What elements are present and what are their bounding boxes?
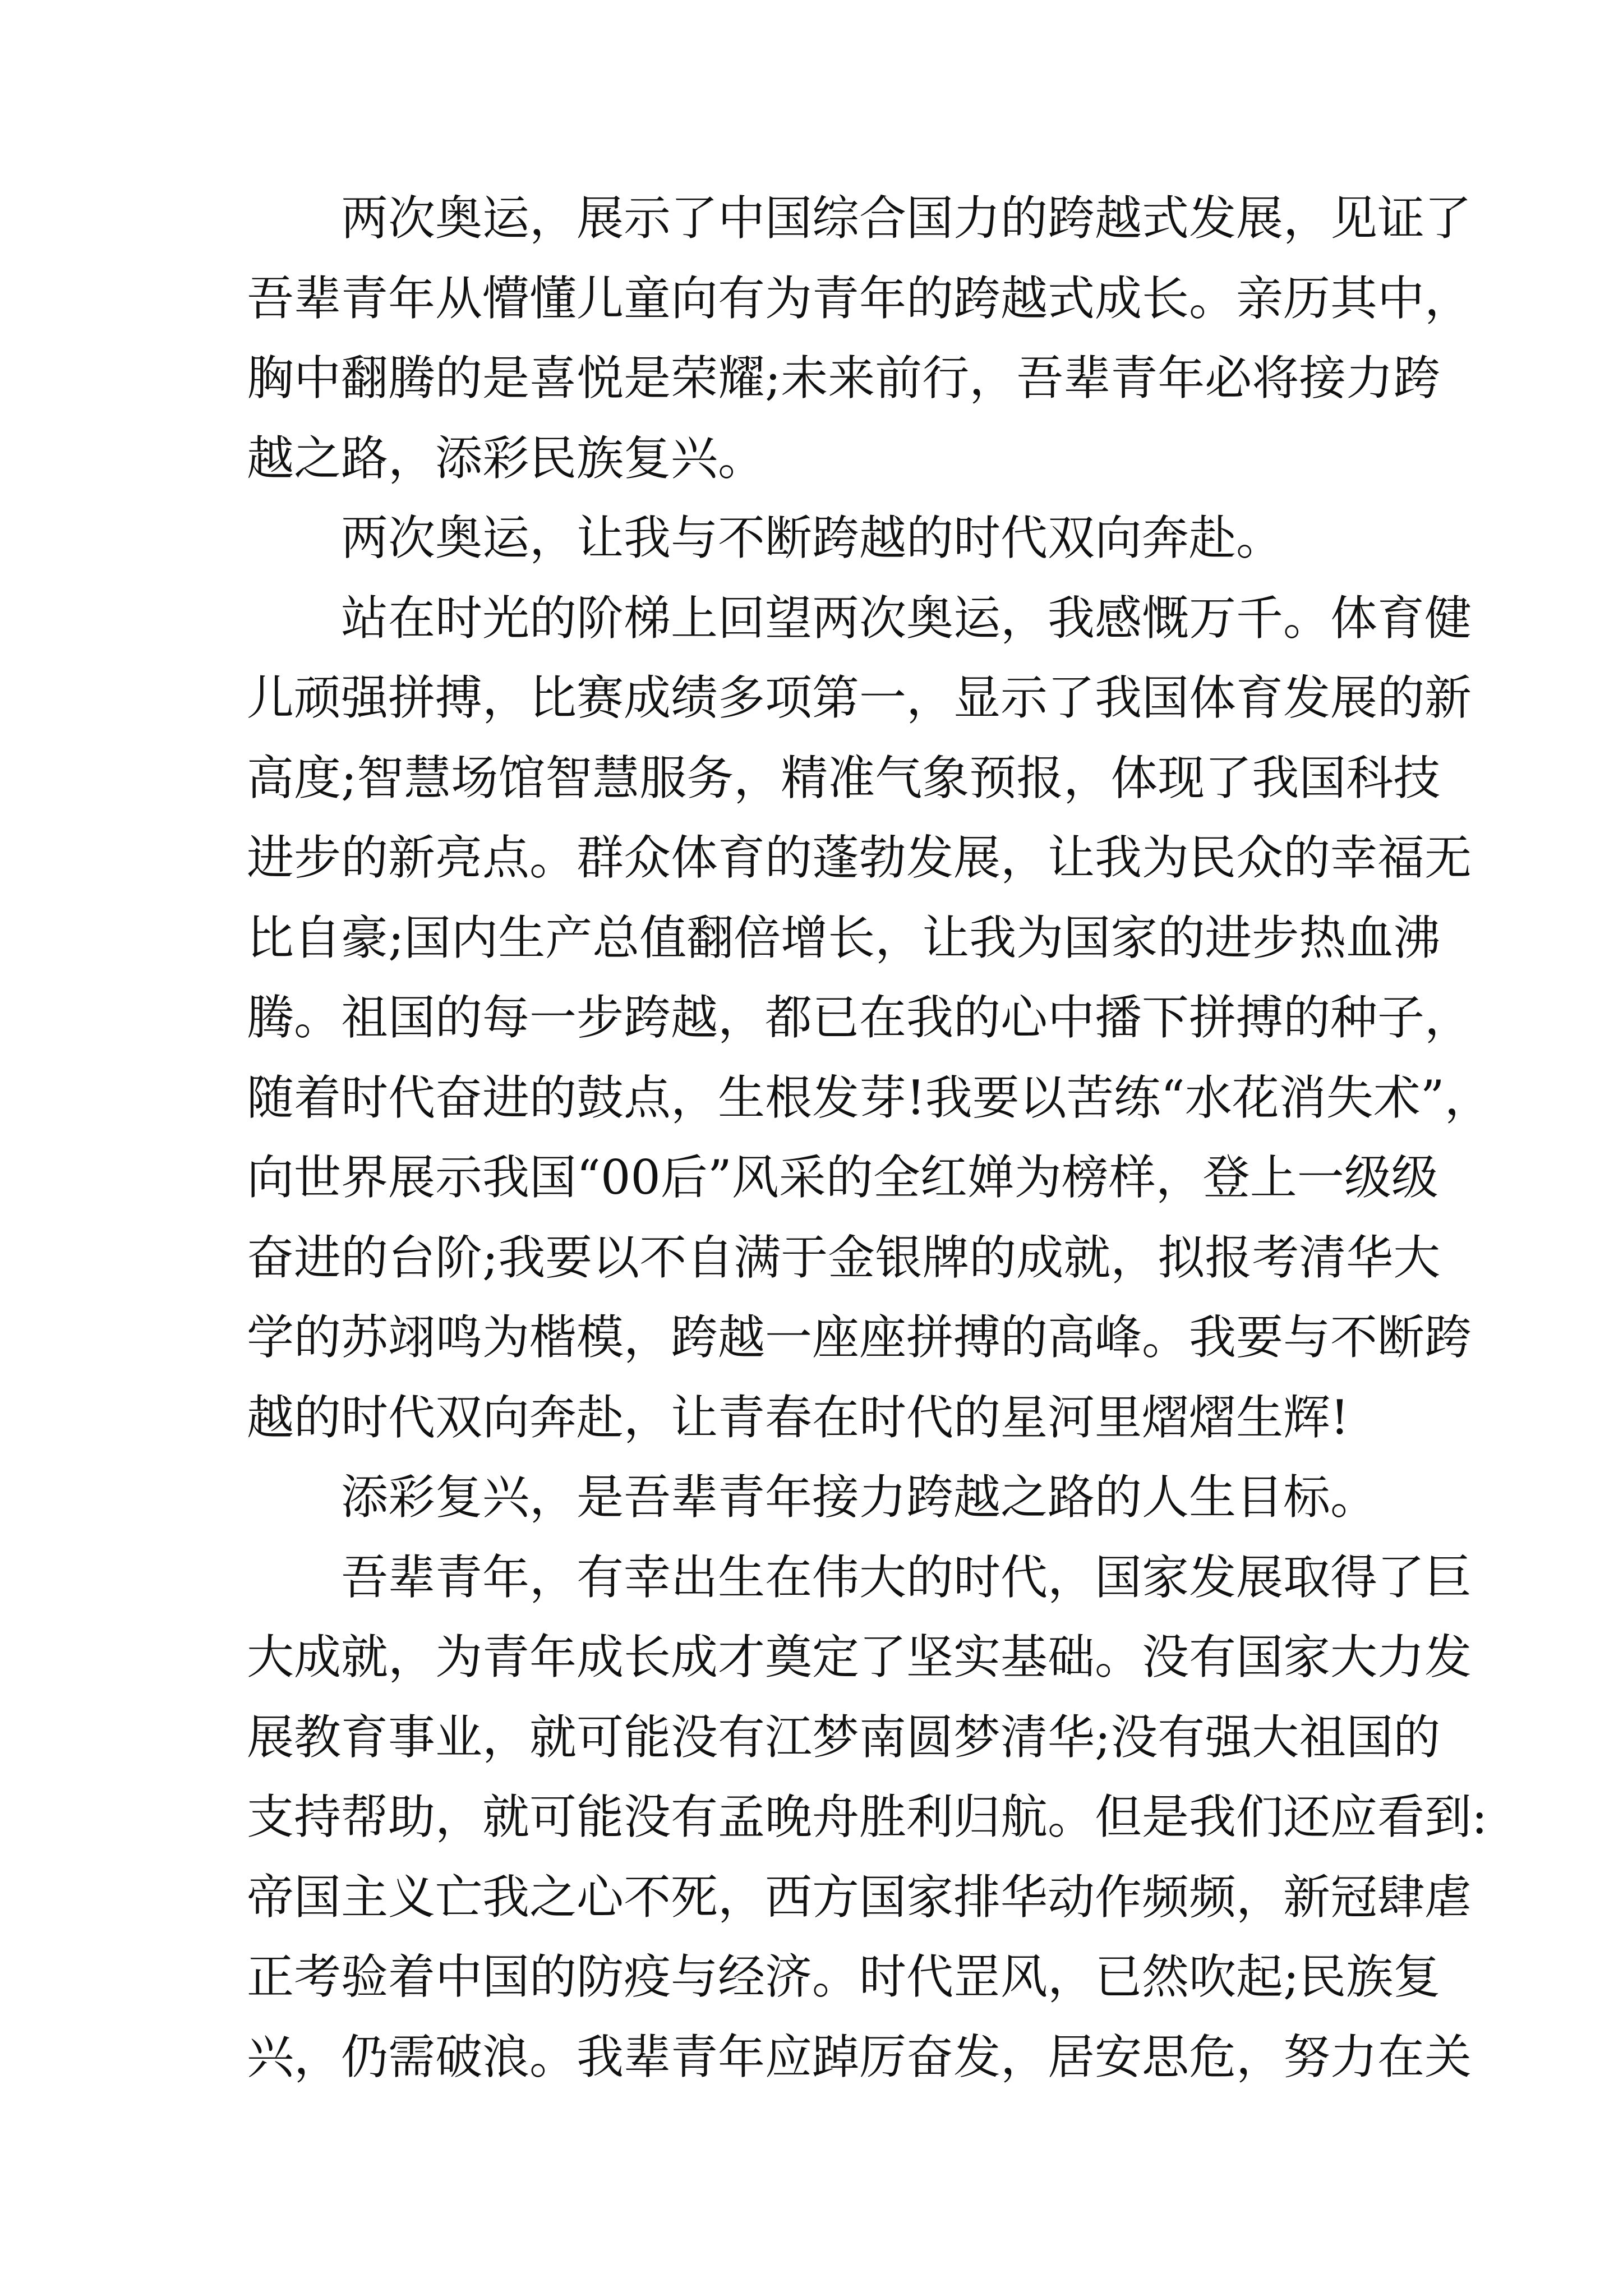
text-line: 大成就，为青年成长成才奠定了坚实基础。没有国家大力发 <box>247 1630 1472 1685</box>
text-line: 正考验着中国的防疫与经济。时代罡风，已然吹起;民族复 <box>247 1949 1441 2004</box>
text-line: 奋进的台阶;我要以不自满于金银牌的成就，拟报考清华大 <box>247 1230 1441 1285</box>
text-line: 吾辈青年从懵懂儿童向有为青年的跨越式成长。亲历其中， <box>247 270 1472 326</box>
text-line: 添彩复兴，是吾辈青年接力跨越之路的人生目标。 <box>247 1470 1378 1525</box>
text-line: 展教育事业，就可能没有江梦南圆梦清华;没有强大祖国的 <box>247 1709 1441 1765</box>
text-line: 两次奥运，展示了中国综合国力的跨越式发展，见证了 <box>247 191 1472 246</box>
text-line: 越之路，添彩民族复兴。 <box>247 430 766 486</box>
text-line: 越的时代双向奔赴，让青春在时代的星河里熠熠生辉! <box>247 1389 1349 1445</box>
text-line: 比自豪;国内生产总值翻倍增长，让我为国家的进步热血沸 <box>247 910 1441 965</box>
text-line: 两次奥运，让我与不断跨越的时代双向奔赴。 <box>247 510 1284 565</box>
text-line: 帝国主义亡我之心不死，西方国家排华动作频频，新冠肆虐 <box>247 1869 1472 1925</box>
text-line: 高度;智慧场馆智慧服务，精准气象预报，体现了我国科技 <box>247 750 1441 806</box>
body-text <box>247 178 1492 2097</box>
text-line: 学的苏翊鸣为楷模，跨越一座座拼搏的高峰。我要与不断跨 <box>247 1310 1472 1365</box>
text-line: 进步的新亮点。群众体育的蓬勃发展，让我为民众的幸福无 <box>247 830 1472 885</box>
text-line: 兴，仍需破浪。我辈青年应踔厉奋发，居安思危，努力在关 <box>247 2029 1472 2085</box>
text-line: 支持帮助，就可能没有孟晚舟胜利归航。但是我们还应看到: <box>247 1789 1488 1844</box>
text-line: 腾。祖国的每一步跨越，都已在我的心中播下拼搏的种子， <box>247 990 1472 1045</box>
text-line: 胸中翻腾的是喜悦是荣耀;未来前行，吾辈青年必将接力跨 <box>247 351 1441 406</box>
text-line: 吾辈青年，有幸出生在伟大的时代，国家发展取得了巨 <box>247 1549 1472 1605</box>
text-line: 随着时代奋进的鼓点，生根发芽!我要以苦练“水花消失术”， <box>247 1070 1492 1125</box>
text-line: 向世界展示我国“00后”风采的全红婵为榜样，登上一级级 <box>247 1150 1438 1205</box>
text-line: 站在时光的阶梯上回望两次奥运，我感慨万千。体育健 <box>247 590 1472 646</box>
text-line: 儿顽强拼搏，比赛成绩多项第一，显示了我国体育发展的新 <box>247 670 1472 725</box>
